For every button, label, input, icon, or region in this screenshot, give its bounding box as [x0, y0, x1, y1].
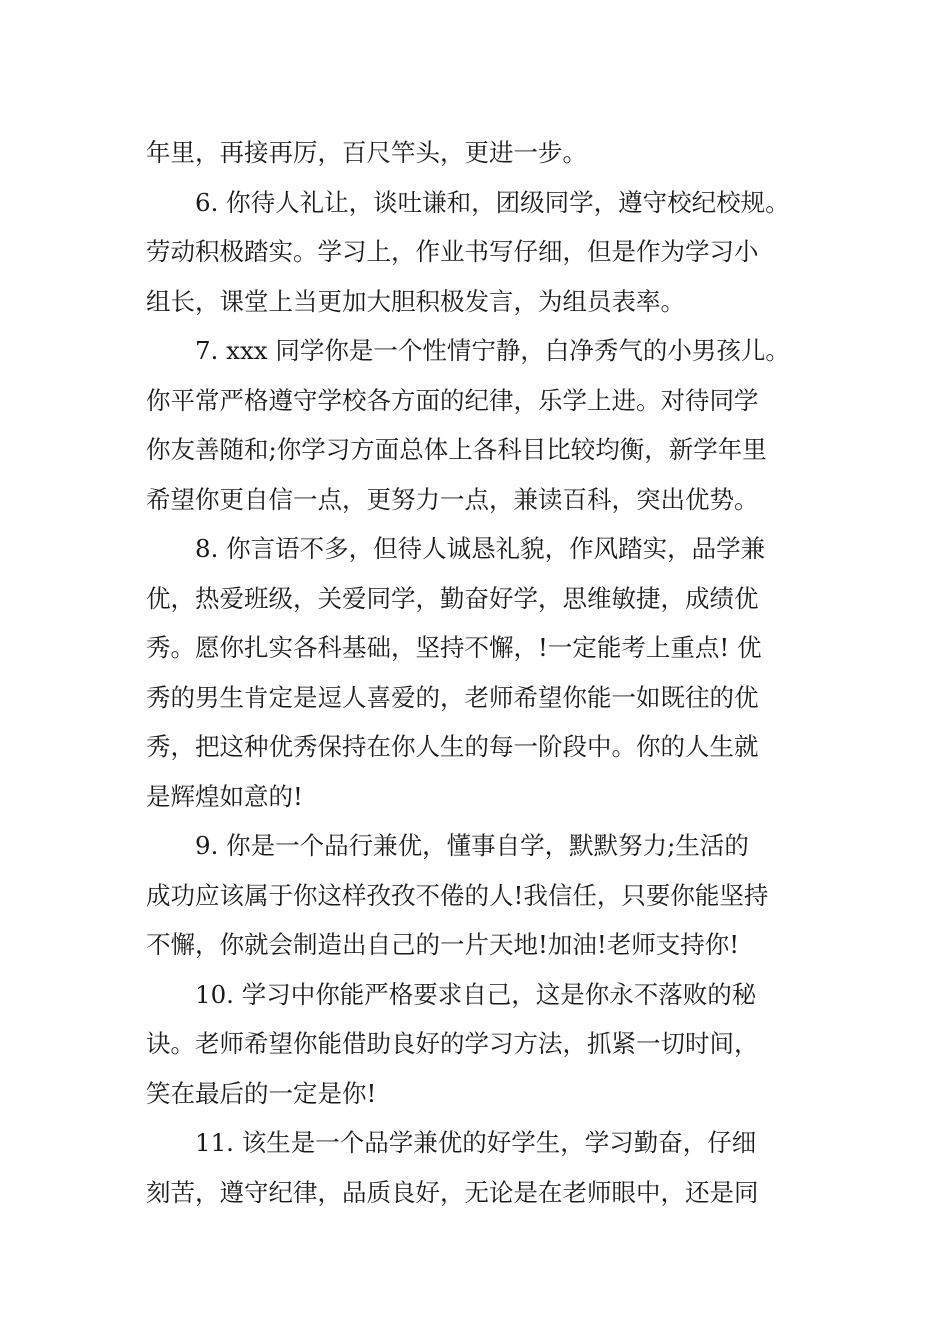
text-line: 组长，课堂上当更加大胆积极发言，为组员表率。 [146, 286, 685, 316]
text-line: 诀。老师希望你能借助良好的学习方法，抓紧一切时间， [146, 1029, 759, 1058]
text-line: 你平常严格遵守学校各方面的纪律，乐学上进。对待同学 [146, 385, 759, 415]
text-line: 笑在最后的一定是你! [146, 1078, 377, 1108]
text-line: 秀的男生肯定是逗人喜爱的，老师希望你能一如既往的优 [146, 682, 759, 712]
text-line: 10. 学习中你能严格要求自己，这是你永不落败的秘 [195, 979, 757, 1009]
text-line: 你友善随和;你学习方面总体上各科目比较均衡，新学年里 [146, 435, 767, 464]
text-line: 成功应该属于你这样孜孜不倦的人!我信任，只要你能坚持 [146, 880, 769, 910]
text-line: 不懈，你就会制造出自己的一片天地!加油!老师支持你! [146, 930, 740, 959]
text-line: 优，热爱班级，关爱同学，勤奋好学，思维敏捷，成绩优 [146, 583, 759, 613]
text-line: 11. 该生是一个品学兼优的好学生，学习勤奋，仔细 [195, 1128, 757, 1157]
text-line: 8. 你言语不多，但待人诚恳礼貌，作风踏实，品学兼 [195, 534, 766, 563]
text-line: 9. 你是一个品行兼优，懂事自学，默默努力;生活的 [195, 831, 749, 860]
text-line: 7. xxx 同学你是一个性情宁静，白净秀气的小男孩儿。 [195, 336, 790, 365]
text-line: 是辉煌如意的! [146, 781, 303, 811]
text-line: 年里，再接再厉，百尺竿头，更进一步。 [146, 138, 587, 167]
document-body [146, 128, 810, 1217]
text-line: 6. 你待人礼让，谈吐谦和，团级同学，遵守校纪校规。 [195, 187, 790, 217]
text-line: 刻苦，遵守纪律，品质良好，无论是在老师眼中，还是同 [146, 1177, 759, 1207]
text-line: 秀。愿你扎实各科基础，坚持不懈，!一定能考上重点! 优 [146, 633, 762, 662]
text-line: 希望你更自信一点，更努力一点，兼读百科，突出优势。 [146, 484, 759, 514]
text-line: 秀，把这种优秀保持在你人生的每一阶段中。你的人生就 [146, 732, 759, 761]
text-line: 劳动积极踏实。学习上，作业书写仔细，但是作为学习小 [146, 237, 759, 266]
